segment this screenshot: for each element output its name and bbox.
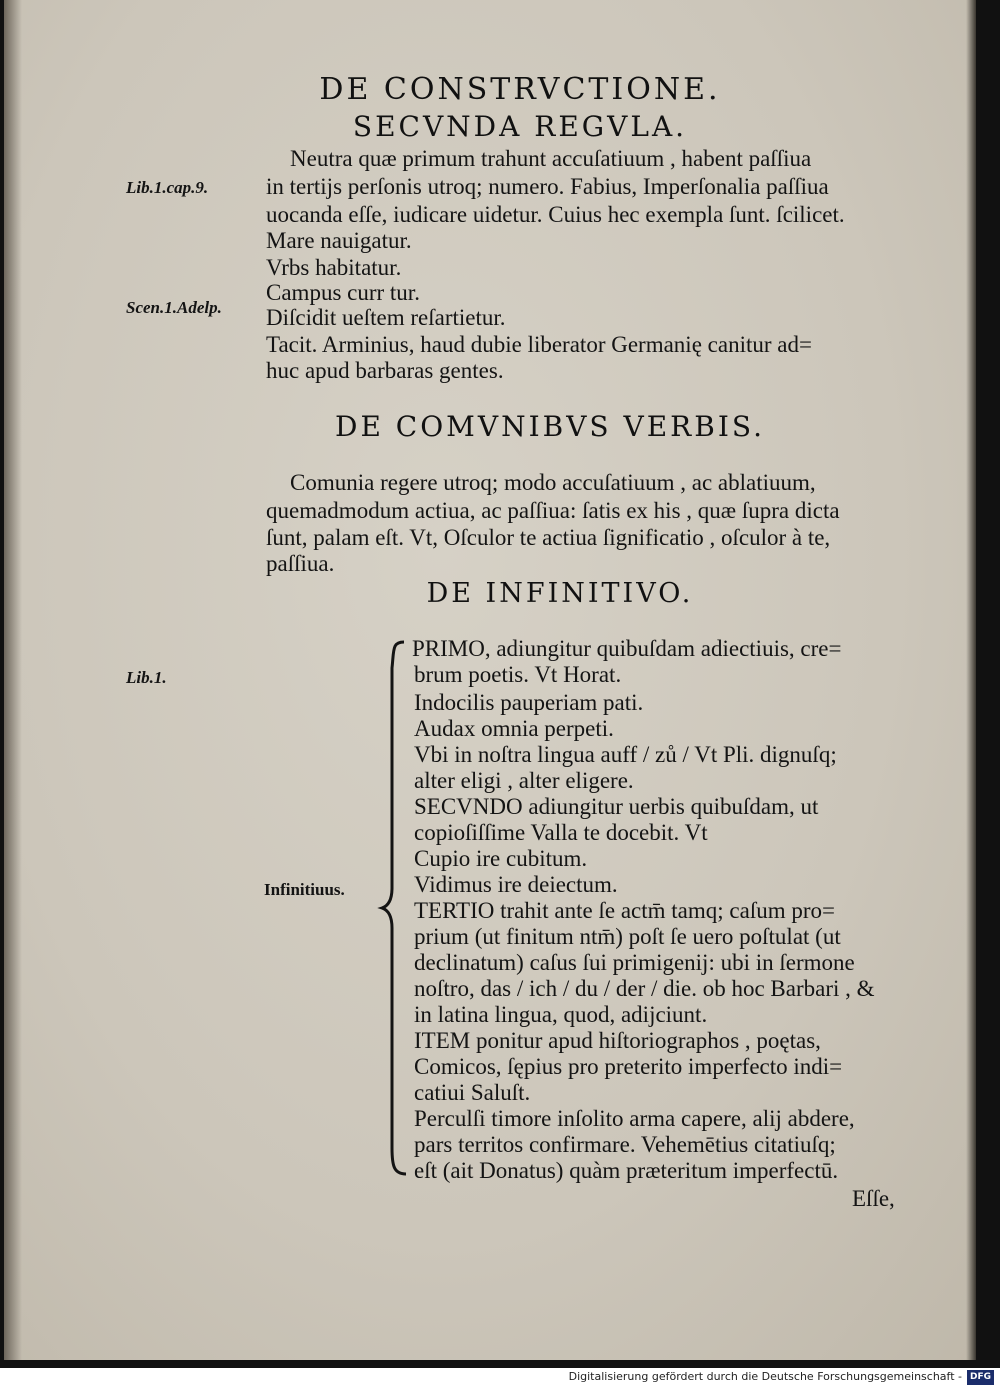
- rule-text-line: Tacit. Arminius, haud dubie liberator Germanię canitur ad=: [266, 332, 812, 357]
- rule-text-line: Campus curr tur.: [266, 280, 420, 305]
- rule-text-line: Mare nauigatur.: [266, 228, 412, 253]
- catchword: Eſſe,: [852, 1186, 895, 1211]
- margin-note-infinitiuus: Infinitiuus.: [264, 880, 345, 899]
- rule-text-line: Neutra quæ primum trahunt accuſatiuum , habent paſſiua: [290, 146, 812, 171]
- heading-secunda-regula: SECVNDA REGVLA.: [352, 110, 688, 143]
- infinitive-text-line: brum poetis. Vt Horat.: [414, 662, 622, 687]
- common-text-line: ſunt, palam eſt. Vt, Oſculor te actiua ſignificatio , oſculor à te,: [266, 525, 831, 550]
- infinitive-text-line: Indocilis pauperiam pati.: [414, 690, 644, 715]
- rule-text-line: Vrbs habitatur.: [266, 255, 402, 280]
- common-text-line: quemadmodum actiua, ac paſſiua: ſatis ex his , quæ ſupra dicta: [266, 498, 840, 523]
- rule-text-line: huc apud barbaras gentes.: [266, 358, 504, 383]
- heading-de-infinitivo: DE INFINITIVO.: [426, 578, 694, 609]
- infinitive-text-line: noſtro, das / ich / du / der / die. ob hoc Barbari , &: [414, 976, 875, 1001]
- common-text-line: paſſiua.: [266, 551, 335, 576]
- margin-note-scen-adelp: Scen.1.Adelp.: [126, 298, 222, 317]
- infinitive-text-line: eſt (ait Donatus) quàm præteritum imperfectū.: [414, 1158, 839, 1183]
- infinitive-text-line: TERTIO trahit ante ſe actm̄ tamq; caſum pro=: [414, 898, 835, 923]
- infinitive-text-line: Cupio ire cubitum.: [414, 846, 588, 871]
- infinitive-text-line: copioſiſſime Valla te docebit. Vt: [414, 820, 708, 845]
- infinitive-text-line: Audax omnia perpeti.: [414, 716, 614, 741]
- infinitive-text-line: Perculſi timore inſolito arma capere, alij abdere,: [414, 1106, 855, 1131]
- infinitive-text-line: PRIMO, adiungitur quibuſdam adiectiuis, cre=: [412, 636, 842, 661]
- heading-de-constructione: DE CONSTRVCTIONE.: [319, 72, 721, 107]
- infinitive-text-line: prium (ut finitum ntm̄) poſt ſe uero poſtulat (ut: [414, 924, 841, 949]
- infinitive-text-line: catiui Saluſt.: [414, 1080, 531, 1105]
- infinitive-text-line: Vidimus ire deiectum.: [414, 872, 618, 897]
- footer-bar: [0, 1368, 1000, 1389]
- infinitive-text-line: Vbi in noſtra lingua auff / zů / Vt Pli. dignuſq;: [414, 742, 837, 767]
- infinitive-text-line: alter eligi , alter eligere.: [414, 768, 634, 793]
- curly-bracket-icon: [374, 638, 410, 1178]
- book-page: [4, 0, 976, 1360]
- infinitive-text-line: Comicos, ſępius pro preterito imperfecto indi=: [414, 1054, 843, 1079]
- rule-text-line: in tertijs perſonis utroq; numero. Fabius, Imperſonalia paſſiua: [266, 174, 829, 199]
- infinitive-text-line: declinatum) caſus ſui primigenij: ubi in ſermone: [414, 950, 855, 975]
- infinitive-text-line: pars territos confirmare. Vehemētius citatiuſq;: [414, 1132, 836, 1157]
- infinitive-text-line: ITEM ponitur apud hiſtoriographos , poętas,: [414, 1028, 821, 1053]
- footer-credit: Digitalisierung gefördert durch die Deutsche Forschungsgemeinschaft -: [568, 1370, 962, 1383]
- infinitive-text-line: SECVNDO adiungitur uerbis quibuſdam, ut: [414, 794, 819, 819]
- heading-de-comunibus-verbis: DE COMVNIBVS VERBIS.: [335, 410, 765, 443]
- common-text-line: Comunia regere utroq; modo accuſatiuum , ac ablatiuum,: [290, 470, 816, 495]
- rule-text-line: Diſcidit ueſtem reſartietur.: [266, 305, 506, 330]
- infinitive-text-line: in latina lingua, quod, adijciunt.: [414, 1002, 708, 1027]
- margin-note-lib-cap: Lib.1.cap.9.: [126, 178, 209, 197]
- dfg-logo: DFG: [967, 1370, 994, 1385]
- margin-note-lib1: Lib.1.: [126, 668, 167, 687]
- rule-text-line: uocanda eſſe, iudicare uidetur. Cuius hec exempla ſunt. ſcilicet.: [266, 202, 845, 227]
